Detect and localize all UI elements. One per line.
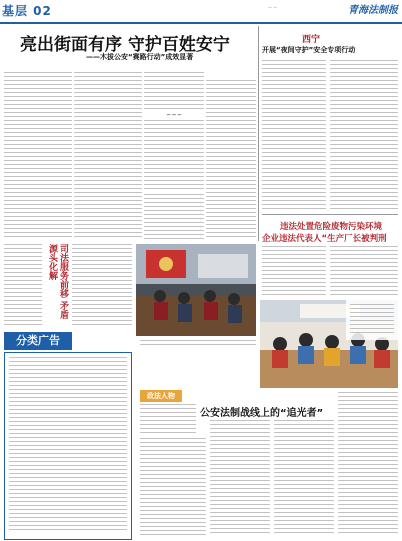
story2-title-line1: 西宁 [302, 35, 321, 45]
divider-horizontal [262, 214, 398, 215]
story1-col2 [74, 72, 142, 240]
story1-col3 [144, 120, 204, 190]
story3-title-line2: 企业违法代表人“生产厂长被判刑 [262, 234, 387, 244]
feature-col3 [274, 420, 334, 536]
story1-col3-top [144, 72, 204, 112]
story3-col2 [330, 246, 398, 296]
feature-title: 公安法制战线上的“追光者” [200, 408, 324, 419]
photo-caption-text [350, 304, 394, 336]
page-header [0, 0, 402, 24]
classifieds-banner [4, 332, 72, 350]
issue-date: — — [268, 4, 278, 9]
classifieds-listings [9, 357, 127, 533]
story2-col1 [262, 60, 326, 210]
story1-col3-bottom [144, 194, 204, 240]
feature-col4 [338, 392, 398, 536]
side-story-col2 [72, 244, 132, 328]
classifieds-title: 分类广告 [16, 334, 60, 347]
story1-subtitle: ——木拔公安“赛路行动”成效显著 [86, 53, 194, 61]
side-story-text [4, 244, 42, 328]
publication-logo: 青海法制报 [348, 5, 398, 16]
story1-title: 亮出街面有序 守护百姓安宁 [20, 35, 230, 55]
vertical-title: 司法服务前移 矛盾源头化解 [47, 244, 68, 320]
photo-courtroom [136, 244, 256, 336]
photo-caption [140, 340, 256, 346]
story3-col1 [262, 246, 326, 296]
photo-caption-box [346, 300, 398, 340]
story2-col2 [330, 60, 398, 210]
feature-col2 [210, 420, 270, 536]
divider-vertical [258, 26, 259, 241]
story3-title-line1: 违法处置危险废物污染环境 [280, 222, 383, 232]
feature-col1 [140, 438, 206, 536]
story2-title-line2: 开展“夜间守护”安全专项行动 [262, 46, 356, 54]
feature-kicker-badge [140, 390, 182, 402]
feature-lede [140, 404, 196, 434]
story1-col4 [206, 80, 256, 240]
courtroom-illustration [136, 244, 256, 336]
story1-subhead: — — — [166, 112, 182, 117]
section-label: 基层 02 [2, 4, 52, 18]
feature-kicker: 政法人物 [147, 392, 175, 400]
story1-col1 [4, 72, 72, 240]
classifieds-box [4, 352, 132, 540]
